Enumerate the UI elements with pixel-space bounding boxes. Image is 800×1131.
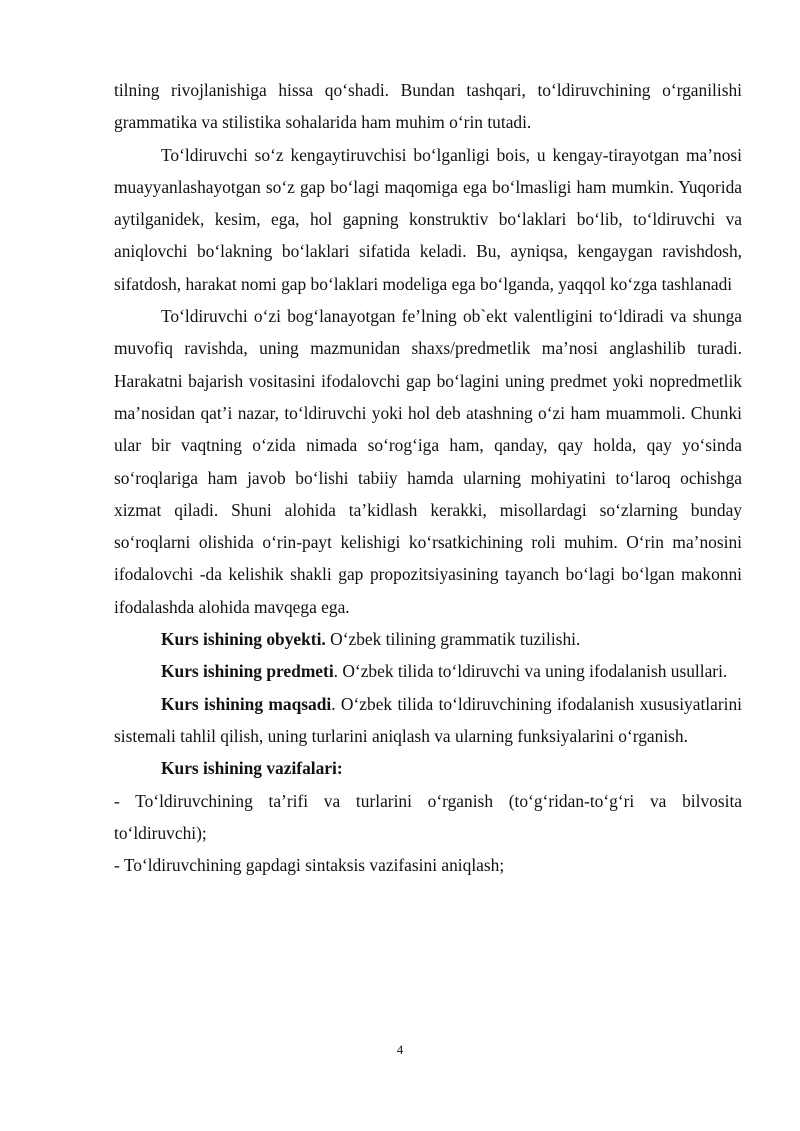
page-body bbox=[114, 74, 742, 881]
vazifa-item-1: - To‘ldiruvchining ta’rifi va turlarini o‘rganish (to‘g‘ridan-to‘g‘ri va bilvosita to‘ldiruvchi); bbox=[114, 790, 742, 843]
maqsad-text: . O‘zbek tilida to‘ldiruvchining ifodalanish xususiyatlarini sistemali tahlil qilish, uning turlarini aniqlash va ularning funksiyalarini o‘rganish. bbox=[114, 693, 742, 746]
paragraph-obyekt bbox=[114, 623, 742, 655]
maqsad-label: Kurs ishining maqsadi bbox=[161, 693, 332, 714]
vazifa-item-2: - To‘ldiruvchining gapdagi sintaksis vazifasini aniqlash; bbox=[114, 855, 505, 876]
paragraph-continuation: tilning rivojlanishiga hissa qo‘shadi. Bundan tashqari, to‘ldiruvchining o‘rganilishi grammatika va stilistika sohalarida ham muhim o‘rin tutadi. bbox=[114, 80, 742, 133]
paragraph-kengaytiruvchi: To‘ldiruvchi so‘z kengaytiruvchisi bo‘lganligi bois, u kengay-tirayotgan ma’nosi muayyanlashayotgan so‘z gap bo‘lagi maqomiga ega bo‘lmasligi ham mumkin. Yuqorida aytilganidek, kesim, ega, hol gapning konstruktiv bo‘laklari bo‘lib, to‘ldiruvchi va aniqlovchi bo‘lakning bo‘laklari sifatida keladi. Bu, ayniqsa, kengaygan ravishdosh, sifatdosh, harakat nomi gap bo‘laklari modeliga ega bo‘lganda, yaqqol ko‘zga tashlanadi bbox=[114, 144, 742, 294]
predmet-text: . O‘zbek tilida to‘ldiruvchi va uning ifodalanish usullari. bbox=[333, 661, 728, 682]
paragraph-valentlik: To‘ldiruvchi o‘zi bog‘lanayotgan fe’lning ob`ekt valentligini to‘ldiradi va shunga muvofiq ravishda, uning mazmunidan shaxs/predmetlik ma’nosi anglashilib turadi. Harakatni bajarish vositasini ifodalovchi gap bo‘lagini uning predmet yoki nopredmetlik ma’nosidan qat’i nazar, to‘ldiruvchi yoki hol deb atashning o‘zi ham muammoli. Chunki ular bir vaqtning o‘zida nimada so‘rog‘iga ham, qanday, qay holda, qay yo‘sinda so‘roqlariga ham javob bo‘lishi tabiiy hamda ularning mohiyatini to‘laroq ochishga xizmat qiladi. Shuni alohida ta’kidlash kerakki, misollardagi so‘zlarning bunday so‘roqlarni olishida o‘rin-payt kelishigi ko‘rsatkichining roli muhim. O‘rin ma’nosini ifodalovchi -da kelishik shakli gap propozitsiyasining tayanch bo‘lagi bo‘lgan makonni ifodalashda alohida mavqega ega. bbox=[114, 306, 742, 617]
predmet-label: Kurs ishining predmeti bbox=[161, 661, 334, 682]
obyekt-label: Kurs ishining obyekti. bbox=[161, 629, 326, 650]
vazifalar-heading: Kurs ishining vazifalari: bbox=[161, 758, 343, 779]
paragraph-maqsad bbox=[114, 688, 742, 753]
obyekt-text: O‘zbek tilining grammatik tuzilishi. bbox=[325, 629, 581, 650]
page-number: 4 bbox=[396, 1042, 404, 1057]
paragraph-predmet bbox=[114, 655, 742, 687]
